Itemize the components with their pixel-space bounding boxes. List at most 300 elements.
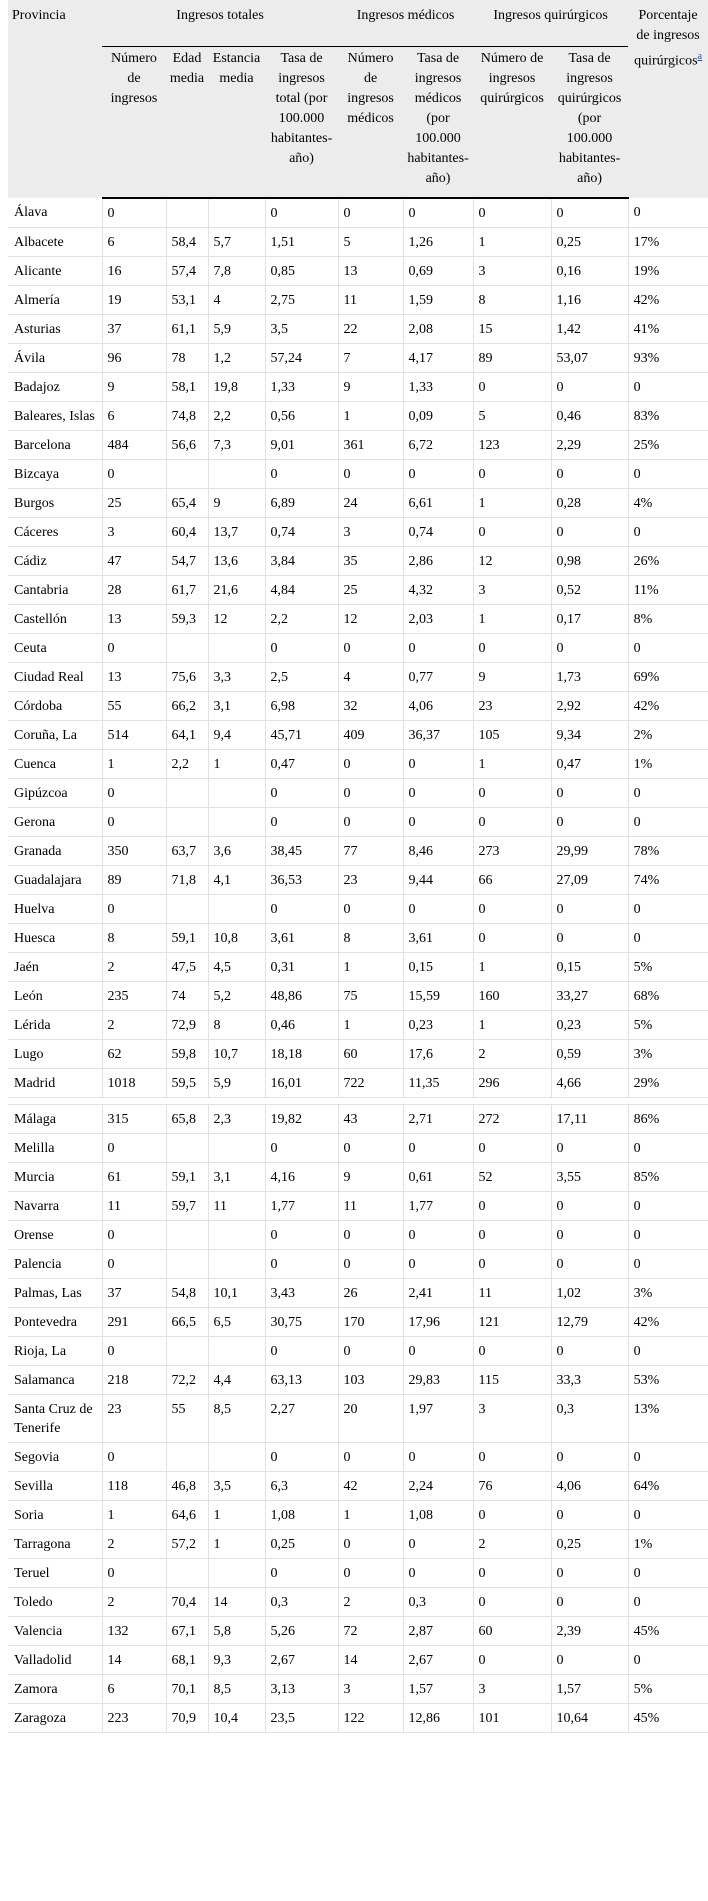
table-row [8, 1040, 708, 1069]
value-cell: 0 [473, 1588, 551, 1617]
group-label: Ingresos totales [176, 8, 264, 23]
value-cell: 2,67 [265, 1646, 338, 1675]
value-cell: 2 [102, 1530, 166, 1559]
value-cell: 83% [628, 402, 708, 431]
value-cell: 53,1 [166, 286, 208, 315]
value-cell: 59,3 [166, 605, 208, 634]
province-cell: Tarragona [8, 1530, 102, 1559]
table-row [8, 605, 708, 634]
value-cell: 0 [403, 1530, 473, 1559]
value-cell: 55 [166, 1395, 208, 1443]
value-cell: 10,1 [208, 1279, 265, 1308]
value-cell: 1 [473, 489, 551, 518]
value-cell: 46,8 [166, 1472, 208, 1501]
value-cell: 0 [265, 1337, 338, 1366]
value-cell: 0 [403, 779, 473, 808]
value-cell: 25% [628, 431, 708, 460]
value-cell [208, 634, 265, 663]
value-cell: 0 [265, 779, 338, 808]
value-cell: 18,18 [265, 1040, 338, 1069]
value-cell: 1 [208, 1501, 265, 1530]
value-cell: 0,15 [551, 953, 628, 982]
province-cell: Melilla [8, 1134, 102, 1163]
value-cell: 13 [102, 663, 166, 692]
province-cell: Baleares, Islas [8, 402, 102, 431]
value-cell: 58,1 [166, 373, 208, 402]
value-cell: 3 [473, 257, 551, 286]
value-cell [208, 808, 265, 837]
value-cell: 2,2 [208, 402, 265, 431]
value-cell: 68% [628, 982, 708, 1011]
value-cell: 30,75 [265, 1308, 338, 1337]
table-row [8, 518, 708, 547]
value-cell: 1 [102, 750, 166, 779]
value-cell: 1 [338, 1501, 403, 1530]
value-cell: 9,34 [551, 721, 628, 750]
value-cell: 160 [473, 982, 551, 1011]
value-cell: 0,3 [265, 1588, 338, 1617]
province-cell: Huelva [8, 895, 102, 924]
value-cell: 0 [265, 460, 338, 489]
value-cell: 0,23 [551, 1011, 628, 1040]
value-cell: 0 [628, 460, 708, 489]
value-cell: 2,71 [403, 1105, 473, 1134]
table-row [8, 1501, 708, 1530]
value-cell: 3,5 [208, 1472, 265, 1501]
value-cell [208, 198, 265, 228]
value-cell: 101 [473, 1704, 551, 1733]
table-row [8, 1472, 708, 1501]
value-cell: 64,6 [166, 1501, 208, 1530]
value-cell: 16,01 [265, 1069, 338, 1098]
value-cell: 11,35 [403, 1069, 473, 1098]
value-cell: 9,01 [265, 431, 338, 460]
value-cell: 0 [551, 1337, 628, 1366]
value-cell: 0 [473, 518, 551, 547]
value-cell: 5 [473, 402, 551, 431]
value-cell: 58,4 [166, 228, 208, 257]
value-cell: 53% [628, 1366, 708, 1395]
value-cell: 20 [338, 1395, 403, 1443]
province-cell: Navarra [8, 1192, 102, 1221]
value-cell [208, 460, 265, 489]
value-cell: 1,73 [551, 663, 628, 692]
value-cell: 17,96 [403, 1308, 473, 1337]
table-row [8, 228, 708, 257]
table-row [8, 1646, 708, 1675]
value-cell: 2 [473, 1040, 551, 1069]
value-cell: 0,25 [265, 1530, 338, 1559]
value-cell: 4,1 [208, 866, 265, 895]
value-cell [208, 1134, 265, 1163]
value-cell: 235 [102, 982, 166, 1011]
value-cell [166, 895, 208, 924]
value-cell: 14 [338, 1646, 403, 1675]
value-cell: 3% [628, 1040, 708, 1069]
table-body [8, 198, 708, 1733]
value-cell: 0,16 [551, 257, 628, 286]
value-cell: 22 [338, 315, 403, 344]
province-cell: Palmas, Las [8, 1279, 102, 1308]
table-row [8, 721, 708, 750]
value-cell: 62 [102, 1040, 166, 1069]
group-label: Ingresos quirúrgicos [493, 8, 608, 23]
value-cell: 28 [102, 576, 166, 605]
value-cell: 55 [102, 692, 166, 721]
value-cell: 0 [403, 895, 473, 924]
header-group-ingresos-quirurgicos [473, 0, 628, 46]
table-row [8, 982, 708, 1011]
value-cell: 59,8 [166, 1040, 208, 1069]
value-cell: 0 [473, 1501, 551, 1530]
value-cell: 0 [338, 1337, 403, 1366]
table-row [8, 1011, 708, 1040]
province-cell: Lugo [8, 1040, 102, 1069]
value-cell: 23 [102, 1395, 166, 1443]
value-cell [166, 1559, 208, 1588]
province-cell: Burgos [8, 489, 102, 518]
province-cell: Álava [8, 198, 102, 228]
value-cell: 0 [265, 1250, 338, 1279]
value-cell: 3,61 [265, 924, 338, 953]
value-cell: 2,24 [403, 1472, 473, 1501]
value-cell: 2,29 [551, 431, 628, 460]
value-cell: 27,09 [551, 866, 628, 895]
table-row [8, 286, 708, 315]
value-cell: 4,06 [403, 692, 473, 721]
value-cell: 1,57 [551, 1675, 628, 1704]
table-row [8, 576, 708, 605]
table-row [8, 1105, 708, 1134]
value-cell: 5,8 [208, 1617, 265, 1646]
value-cell: 0 [473, 460, 551, 489]
value-cell: 132 [102, 1617, 166, 1646]
value-cell: 67,1 [166, 1617, 208, 1646]
value-cell: 6,5 [208, 1308, 265, 1337]
value-cell: 0 [403, 1221, 473, 1250]
table-row [8, 924, 708, 953]
value-cell: 1,26 [403, 228, 473, 257]
value-cell: 0 [338, 1250, 403, 1279]
value-cell: 0 [338, 1134, 403, 1163]
province-cell: Toledo [8, 1588, 102, 1617]
value-cell: 218 [102, 1366, 166, 1395]
value-cell: 0 [102, 1250, 166, 1279]
value-cell: 11 [208, 1192, 265, 1221]
table-row [8, 344, 708, 373]
value-cell: 0 [403, 634, 473, 663]
value-cell: 0 [265, 895, 338, 924]
value-cell [166, 1443, 208, 1472]
value-cell: 76 [473, 1472, 551, 1501]
value-cell: 1 [338, 1011, 403, 1040]
province-cell: Coruña, La [8, 721, 102, 750]
value-cell: 0 [628, 198, 708, 228]
value-cell: 4% [628, 489, 708, 518]
value-cell [208, 1098, 265, 1105]
value-cell: 273 [473, 837, 551, 866]
province-cell: Gerona [8, 808, 102, 837]
value-cell: 0 [551, 1192, 628, 1221]
value-cell: 75,6 [166, 663, 208, 692]
value-cell: 1,59 [403, 286, 473, 315]
table-row [8, 1675, 708, 1704]
value-cell: 0,74 [403, 518, 473, 547]
value-cell: 1,08 [403, 1501, 473, 1530]
value-cell [208, 1250, 265, 1279]
value-cell: 9 [102, 373, 166, 402]
value-cell: 70,4 [166, 1588, 208, 1617]
value-cell: 4,17 [403, 344, 473, 373]
value-cell: 103 [338, 1366, 403, 1395]
value-cell: 60 [338, 1040, 403, 1069]
value-cell: 1 [102, 1501, 166, 1530]
value-cell: 0 [473, 1646, 551, 1675]
table-row [8, 1134, 708, 1163]
value-cell: 0,69 [403, 257, 473, 286]
province-cell: Zamora [8, 1675, 102, 1704]
value-cell: 2,67 [403, 1646, 473, 1675]
value-cell: 93% [628, 344, 708, 373]
value-cell: 23 [338, 866, 403, 895]
value-cell: 75 [338, 982, 403, 1011]
value-cell [338, 1098, 403, 1105]
value-cell: 9,3 [208, 1646, 265, 1675]
value-cell: 0,15 [403, 953, 473, 982]
value-cell: 65,4 [166, 489, 208, 518]
value-cell: 0 [551, 634, 628, 663]
province-cell: Guadalajara [8, 866, 102, 895]
value-cell: 0 [102, 808, 166, 837]
province-cell: Pontevedra [8, 1308, 102, 1337]
value-cell: 1 [473, 953, 551, 982]
value-cell: 8 [338, 924, 403, 953]
province-cell: Santa Cruz de Tenerife [8, 1395, 102, 1443]
province-cell: León [8, 982, 102, 1011]
value-cell: 9 [208, 489, 265, 518]
value-cell: 10,4 [208, 1704, 265, 1733]
province-cell: Palencia [8, 1250, 102, 1279]
table-row [8, 315, 708, 344]
header-group-ingresos-medicos [338, 0, 473, 46]
table-row [8, 895, 708, 924]
value-cell: 118 [102, 1472, 166, 1501]
value-cell: 63,7 [166, 837, 208, 866]
value-cell: 1,33 [265, 373, 338, 402]
value-cell: 0 [473, 895, 551, 924]
value-cell: 26% [628, 547, 708, 576]
value-cell: 89 [102, 866, 166, 895]
value-cell: 0 [551, 1250, 628, 1279]
value-cell: 1,51 [265, 228, 338, 257]
value-cell: 0 [102, 1134, 166, 1163]
value-cell: 5,26 [265, 1617, 338, 1646]
value-cell: 17% [628, 228, 708, 257]
value-cell: 1 [338, 402, 403, 431]
value-cell: 65,8 [166, 1105, 208, 1134]
table-row [8, 1530, 708, 1559]
table-row [8, 1098, 708, 1105]
value-cell: 0,25 [551, 1530, 628, 1559]
value-cell: 8 [473, 286, 551, 315]
value-cell: 291 [102, 1308, 166, 1337]
value-cell: 15,59 [403, 982, 473, 1011]
value-cell: 4,16 [265, 1163, 338, 1192]
province-cell: Orense [8, 1221, 102, 1250]
value-cell: 11 [473, 1279, 551, 1308]
value-cell: 2 [102, 1588, 166, 1617]
table-row [8, 1192, 708, 1221]
value-cell: 0 [102, 460, 166, 489]
value-cell: 0,56 [265, 402, 338, 431]
value-cell: 0 [551, 198, 628, 228]
table-row [8, 402, 708, 431]
value-cell: 2,3 [208, 1105, 265, 1134]
value-cell: 0 [102, 779, 166, 808]
value-cell: 2 [338, 1588, 403, 1617]
province-cell: Córdoba [8, 692, 102, 721]
value-cell [166, 634, 208, 663]
value-cell: 0 [338, 460, 403, 489]
value-cell [208, 1221, 265, 1250]
value-cell: 12,79 [551, 1308, 628, 1337]
table-row [8, 373, 708, 402]
value-cell: 0 [551, 1501, 628, 1530]
value-cell: 1,57 [403, 1675, 473, 1704]
value-cell: 5% [628, 1675, 708, 1704]
value-cell: 74 [166, 982, 208, 1011]
value-cell: 1,02 [551, 1279, 628, 1308]
value-cell: 72,9 [166, 1011, 208, 1040]
value-cell: 3 [473, 1395, 551, 1443]
value-cell: 64% [628, 1472, 708, 1501]
province-cell: Barcelona [8, 431, 102, 460]
value-cell: 0 [473, 1337, 551, 1366]
value-cell: 0,85 [265, 257, 338, 286]
value-cell: 33,27 [551, 982, 628, 1011]
value-cell: 12 [338, 605, 403, 634]
value-cell: 0,17 [551, 605, 628, 634]
province-cell: Valladolid [8, 1646, 102, 1675]
value-cell: 37 [102, 315, 166, 344]
value-cell: 0 [338, 895, 403, 924]
value-cell: 3,43 [265, 1279, 338, 1308]
value-cell: 4,84 [265, 576, 338, 605]
value-cell: 4,66 [551, 1069, 628, 1098]
value-cell: 0 [265, 1134, 338, 1163]
value-cell: 77 [338, 837, 403, 866]
value-cell: 0,25 [551, 228, 628, 257]
value-cell [551, 1098, 628, 1105]
value-cell: 1 [338, 953, 403, 982]
value-cell: 19 [102, 286, 166, 315]
subheader-cell: Número de ingresos médicos [338, 46, 403, 198]
value-cell: 105 [473, 721, 551, 750]
value-cell: 0 [102, 1221, 166, 1250]
value-cell: 0,09 [403, 402, 473, 431]
province-cell: Ceuta [8, 634, 102, 663]
value-cell [166, 1250, 208, 1279]
value-cell: 3,1 [208, 692, 265, 721]
value-cell: 296 [473, 1069, 551, 1098]
value-cell: 0 [338, 198, 403, 228]
value-cell: 115 [473, 1366, 551, 1395]
value-cell: 0 [102, 634, 166, 663]
value-cell: 56,6 [166, 431, 208, 460]
table-row [8, 1617, 708, 1646]
value-cell: 6,3 [265, 1472, 338, 1501]
value-cell: 42% [628, 286, 708, 315]
value-cell: 0 [403, 750, 473, 779]
value-cell: 3,61 [403, 924, 473, 953]
value-cell: 0 [473, 924, 551, 953]
value-cell: 66 [473, 866, 551, 895]
value-cell: 0 [628, 1443, 708, 1472]
value-cell: 0 [551, 1221, 628, 1250]
value-cell: 6 [102, 1675, 166, 1704]
value-cell: 0 [628, 808, 708, 837]
value-cell: 1 [208, 750, 265, 779]
value-cell: 2,2 [166, 750, 208, 779]
value-cell: 2,87 [403, 1617, 473, 1646]
value-cell: 43 [338, 1105, 403, 1134]
value-cell: 0 [473, 1443, 551, 1472]
value-cell: 0,47 [551, 750, 628, 779]
value-cell: 0,52 [551, 576, 628, 605]
porcentaje-label: Porcentaje de ingresos quirúrgicos [634, 8, 700, 69]
table-row [8, 1221, 708, 1250]
table-row [8, 460, 708, 489]
province-cell: Málaga [8, 1105, 102, 1134]
table-row [8, 1443, 708, 1472]
value-cell: 6,61 [403, 489, 473, 518]
value-cell: 33,3 [551, 1366, 628, 1395]
table-row [8, 198, 708, 228]
footnote-link[interactable]: a [697, 51, 703, 62]
value-cell: 4 [208, 286, 265, 315]
value-cell: 0 [403, 1559, 473, 1588]
value-cell: 21,6 [208, 576, 265, 605]
value-cell: 69% [628, 663, 708, 692]
value-cell: 0 [473, 634, 551, 663]
province-cell: Segovia [8, 1443, 102, 1472]
province-cell: Almería [8, 286, 102, 315]
value-cell: 0 [551, 924, 628, 953]
value-cell: 0 [403, 1337, 473, 1366]
value-cell: 78 [166, 344, 208, 373]
header-porcentaje [628, 0, 708, 198]
province-cell: Badajoz [8, 373, 102, 402]
province-cell: Bizcaya [8, 460, 102, 489]
value-cell: 10,64 [551, 1704, 628, 1733]
value-cell: 9,44 [403, 866, 473, 895]
value-cell: 0,28 [551, 489, 628, 518]
value-cell: 0,46 [265, 1011, 338, 1040]
value-cell: 54,7 [166, 547, 208, 576]
value-cell: 1,42 [551, 315, 628, 344]
table-row [8, 808, 708, 837]
value-cell: 11 [338, 1192, 403, 1221]
value-cell: 0 [551, 1443, 628, 1472]
table-row [8, 1250, 708, 1279]
value-cell: 72 [338, 1617, 403, 1646]
province-cell: Castellón [8, 605, 102, 634]
value-cell: 57,24 [265, 344, 338, 373]
table-row [8, 750, 708, 779]
subheader-cell: Tasa de ingresos médicos (por 100.000 habitantes-año) [403, 46, 473, 198]
value-cell: 5% [628, 1011, 708, 1040]
province-cell: Alicante [8, 257, 102, 286]
